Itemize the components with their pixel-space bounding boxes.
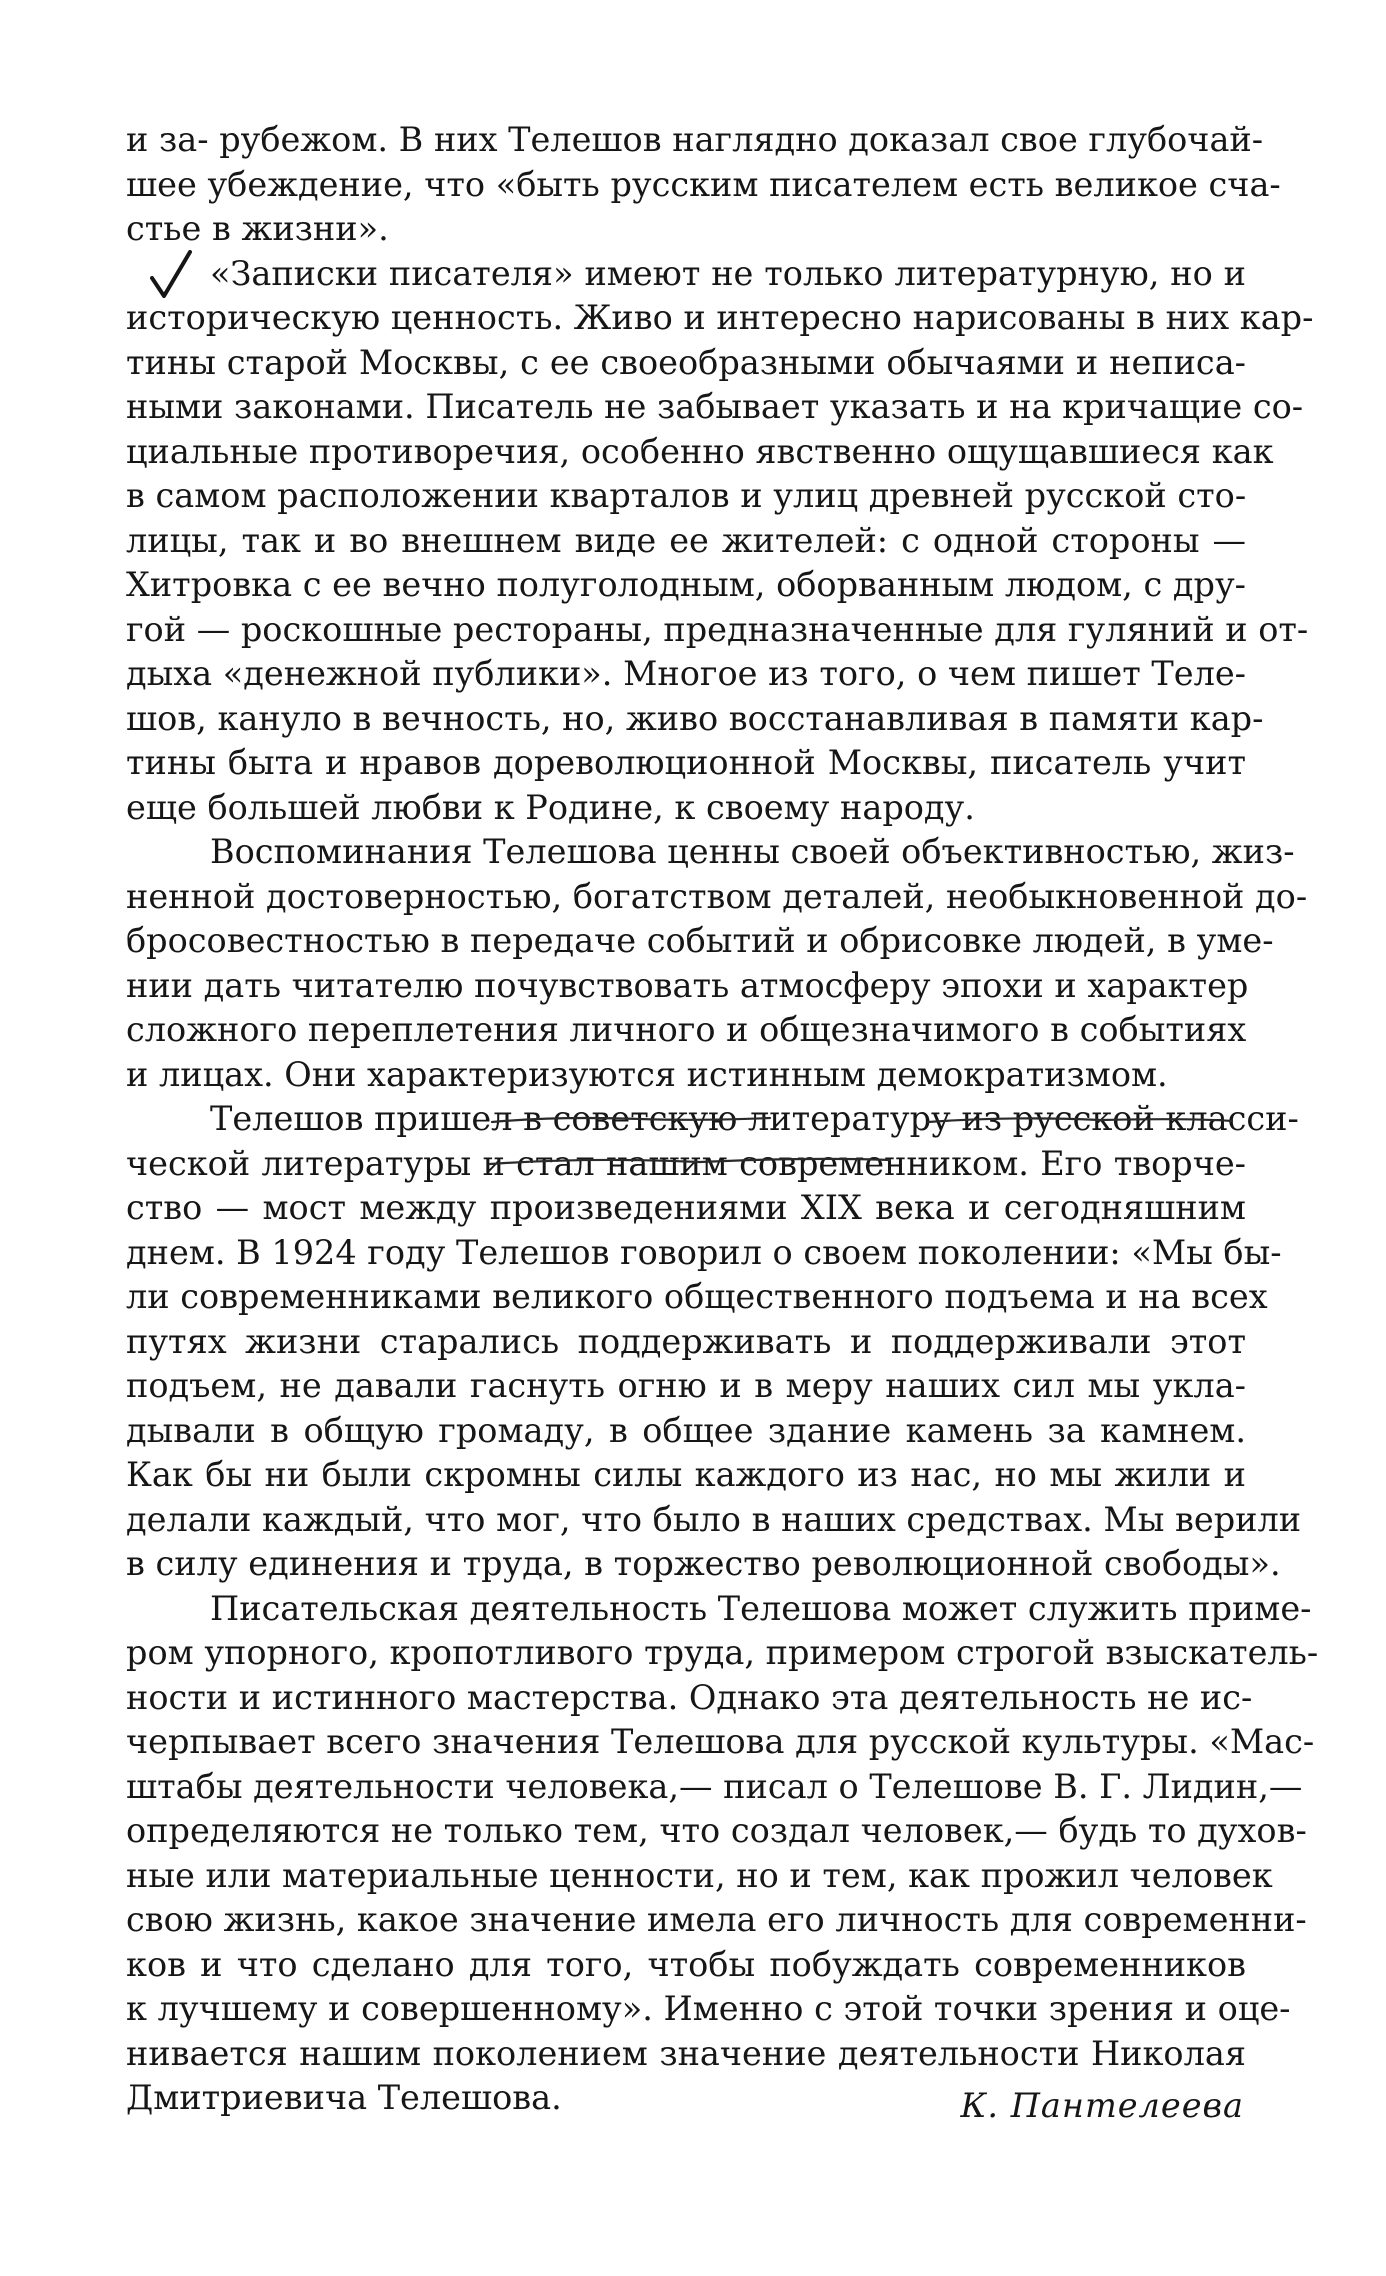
text-line: днем. В 1924 году Телешов говорил о своем поколении: «Мы бы-	[126, 1232, 1282, 1272]
author-signature: К. Пантелеева	[960, 2086, 1244, 2125]
text-line: тины быта и нравов дореволюционной Москвы, писатель учит	[126, 743, 1246, 782]
text-line: дывали в общую громаду, в общее здание камень за камнем.	[126, 1410, 1246, 1450]
text-line: историческую ценность. Живо и интересно нарисованы в них кар-	[126, 298, 1314, 337]
text-line: путях жизни старались поддерживать и поддерживали этот	[126, 1321, 1246, 1361]
text-line: штабы деятельности человека,— писал о Телешове В. Г. Лидин,—	[126, 1766, 1303, 1806]
text-line: свою жизнь, какое значение имела его личность для современни-	[126, 1900, 1307, 1939]
text-line: нии дать читателю почувствовать атмосферу эпохи и характер	[126, 965, 1249, 1005]
text-line: ков и что сделано для того, чтобы побуждать современников	[126, 1944, 1246, 1984]
paragraph	[126, 1587, 1319, 2121]
text-line: еще большей любви к Родине, к своему народу.	[126, 787, 975, 827]
text-line: Как бы ни были скромны силы каждого из нас, но мы жили и	[126, 1455, 1246, 1494]
text-line: ненной достоверностью, богатством деталей, необыкновенной до-	[126, 876, 1308, 916]
text-line: Телешов пришел в советскую литературу из русской класси-	[210, 1099, 1299, 1138]
text-line: Воспоминания Телешова ценны своей объективностью, жиз-	[210, 832, 1295, 871]
text-line: стье в жизни».	[126, 209, 389, 248]
text-line: сложного переплетения личного и общезначимого в событиях	[126, 1010, 1247, 1049]
text-line: черпывает всего значения Телешова для русской культуры. «Мас-	[126, 1722, 1315, 1761]
text-line: ческой литературы и стал нашим современником. Его творче-	[126, 1143, 1246, 1183]
text-line: подъем, не давали гаснуть огню и в меру наших сил мы укла-	[126, 1366, 1246, 1405]
text-line: лицы, так и во внешнем виде ее жителей: с одной стороны —	[126, 520, 1246, 560]
text-line: гой — роскошные рестораны, предназначенные для гуляний и от-	[126, 609, 1309, 649]
text-line: определяются не только тем, что создал человек,— будь то духов-	[126, 1811, 1307, 1850]
text-line: нивается нашим поколением значение деятельности Николая	[126, 2033, 1246, 2073]
text-line: «Записки писателя» имеют не только литературную, но и	[210, 253, 1246, 293]
article-text	[126, 118, 1319, 2121]
text-line: бросовестностью в передаче событий и обрисовке людей, в уме-	[126, 921, 1274, 960]
text-line: шее убеждение, что «быть русским писателем есть великое сча-	[126, 164, 1281, 204]
text-line: шов, кануло в вечность, но, живо восстанавливая в памяти кар-	[126, 698, 1264, 738]
text-line: делали каждый, что мог, что было в наших средствах. Мы верили	[126, 1499, 1302, 1539]
text-line: Дмитриевича Телешова.	[126, 2078, 562, 2117]
text-line: дыха «денежной публики». Многое из того, о чем пишет Теле-	[126, 654, 1246, 693]
text-line: в самом расположении кварталов и улиц древней русской сто-	[126, 476, 1247, 515]
text-line: ности и истинного мастерства. Однако эта деятельность не ис-	[126, 1677, 1253, 1717]
text-line: в силу единения и труда, в торжество революционной свободы».	[126, 1544, 1281, 1583]
text-line: ли современниками великого общественного подъема и на всех	[126, 1277, 1268, 1316]
text-line: ром упорного, кропотливого труда, примером строгой взыскатель-	[126, 1633, 1319, 1672]
paragraph	[126, 1097, 1302, 1587]
text-line: и лицах. Они характеризуются истинным демократизмом.	[126, 1054, 1168, 1094]
text-line: Хитровка с ее вечно полуголодным, оборванным людом, с дру-	[126, 565, 1246, 604]
paragraph	[126, 830, 1308, 1097]
text-line: ство — мост между произведениями XIX века и сегодняшним	[126, 1188, 1246, 1227]
paragraph	[126, 118, 1281, 252]
paragraph	[126, 252, 1314, 831]
text-line: циальные противоречия, особенно явственно ощущавшиеся как	[126, 431, 1274, 471]
text-line: ные или материальные ценности, но и тем, как прожил человек	[126, 1855, 1273, 1895]
text-line: ными законами. Писатель не забывает указать и на кричащие со-	[126, 387, 1304, 426]
text-line: тины старой Москвы, с ее своеобразными обычаями и неписа-	[126, 342, 1246, 382]
text-line: Писательская деятельность Телешова может служить приме-	[210, 1588, 1312, 1628]
text-line: к лучшему и совершенному». Именно с этой точки зрения и оце-	[126, 1989, 1291, 2028]
text-line: и за- рубежом. В них Телешов наглядно доказал свое глубочай-	[126, 120, 1264, 159]
